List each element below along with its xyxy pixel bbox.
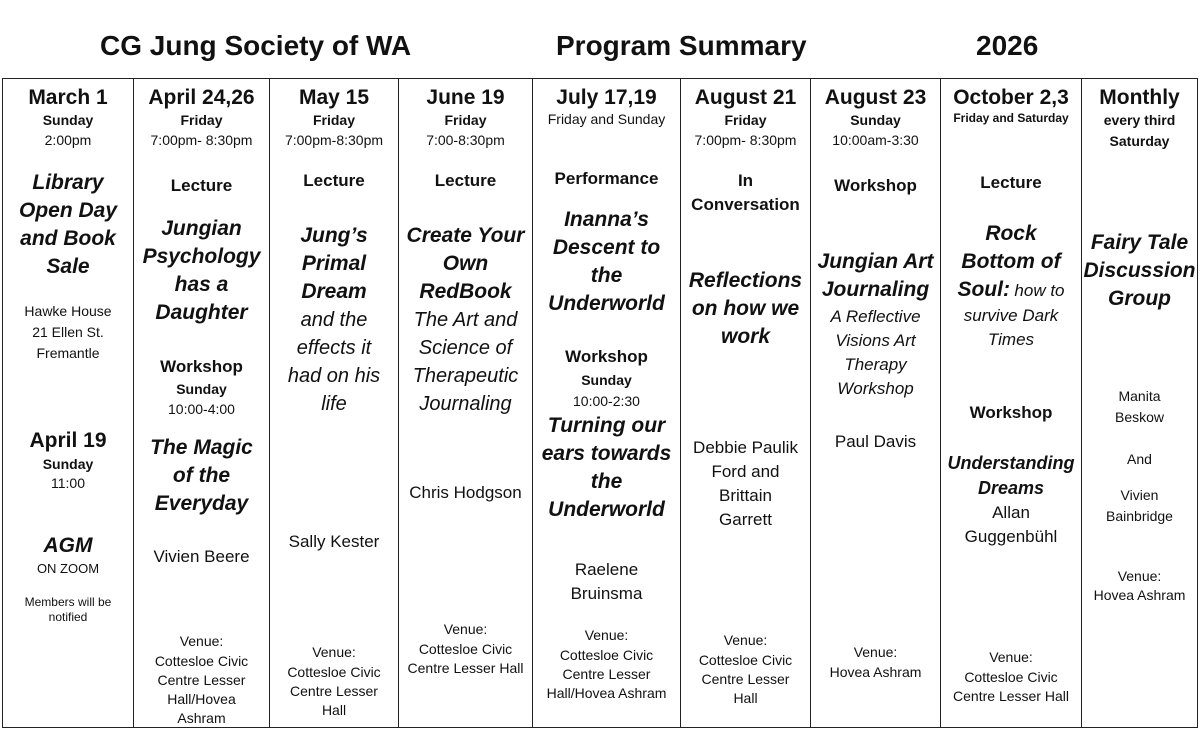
column-june-19 [399,79,533,727]
event-title-line: Create Your [406,224,525,247]
event-day: Sunday [850,112,901,128]
event-type: Performance [554,169,659,188]
event-title-2-line: The Magic [150,436,253,459]
event-date: Monthly [1099,86,1180,109]
year-title: 2026 [976,30,1039,61]
event-date: March 1 [28,86,108,109]
event-date: October 2,3 [953,86,1069,109]
event-title-line: Inanna’s [564,208,649,231]
event-date: April 24,26 [148,86,255,109]
event-venue-line: Centre Lesser [562,666,651,682]
event-presenter-2-line: Vivien [1120,487,1159,503]
column-monthly [1082,79,1197,727]
event-venue-line: Cottesloe Civic [154,653,249,669]
event-subtitle-line: effects it [296,337,372,359]
event-subtitle-line: had on his [287,365,381,387]
event-title-line: Jungian Art [817,250,934,273]
event-address-line: Hawke House [24,303,112,319]
event-address-line: Fremantle [36,345,100,361]
event-title-line: Descent to [552,236,661,259]
event-address-line: 21 Ellen St. [32,324,104,340]
event-time: 2:00pm [44,132,92,148]
event-date: July 17,19 [556,86,657,109]
event-venue-line: Cottesloe Civic [287,664,381,680]
event-day-2: Sunday [176,381,227,397]
event-subtitle-line: life [321,393,347,415]
event-subtitle-line: Therapy [844,355,907,374]
event-time: 7:00pm- 8:30pm [694,132,797,148]
event-subtitle-line: Journaling [419,393,512,415]
event-title-2: AGM [43,534,93,557]
event-type: Lecture [434,171,497,190]
event-venue-line: Hall [733,690,758,706]
event-presenter-line: Raelene [574,560,639,579]
event-day: Friday and Saturday [953,111,1069,125]
event-title-line: Daughter [155,301,248,324]
event-type: Lecture [170,176,233,195]
event-day: Friday [444,112,487,128]
event-venue-line: Hovea Ashram [1093,587,1186,603]
event-presenter-2-line: Bainbridge [1106,508,1173,524]
event-subtitle-line: Workshop [837,379,914,398]
event-venue-line: Venue: [179,633,224,649]
event-title-line: Discussion [1083,259,1196,282]
event-type: Workshop [834,176,917,195]
event-venue-line: Cottesloe Civic [698,652,793,668]
event-title: Library Open Day and Book Sale [18,171,118,278]
event-time: 7:00-8:30pm [426,132,505,148]
event-title-line: Bottom of [961,250,1061,273]
event-day: Friday and Sunday [547,111,666,127]
event-venue-line: Hall/Hovea Ashram [546,685,667,701]
event-title-2-line: the [590,470,623,493]
event-presenter: Chris Hodgson [409,483,522,502]
event-title-line: Jungian [161,217,242,240]
event-title-line: Jung’s [300,224,368,247]
event-time: 7:00pm-8:30pm [284,132,384,148]
event-title-line: Own [442,252,489,275]
column-may-15 [270,79,399,727]
event-and-text: And [1127,451,1152,467]
event-title-line: Underworld [548,292,665,315]
event-venue-line: Centre Lesser [290,683,378,699]
event-venue-line: Venue: [1117,568,1162,584]
event-title-bold-part: Soul: [957,278,1010,301]
event-title-line: Psychology [142,245,261,268]
event-presenter: Paul Davis [834,432,917,451]
event-presenter-line: Bruinsma [570,584,643,603]
column-august-23 [811,79,941,727]
event-title-line: on how we [691,297,800,320]
event-date: August 23 [824,86,927,109]
event-title-line: Journaling [821,278,930,301]
event-day-2: Sunday [42,456,94,472]
event-type-2: Workshop [969,403,1053,422]
event-title-line: has a [174,273,229,296]
event-date: May 15 [298,86,370,109]
event-members-note: notified [48,610,88,624]
event-title-line: Primal [301,252,367,275]
event-subtitle-line: A Reflective [830,307,921,326]
event-day: Friday [180,112,223,128]
event-title-2-line: ears towards [541,442,672,465]
event-title-2-line: Turning our [547,414,666,437]
event-venue-line: Hall [321,702,347,718]
event-subtitle-line: Visions Art [835,331,916,350]
event-venue-line: Centre Lesser [157,672,246,688]
event-type-line: Conversation [691,195,800,214]
event-subtitle-line: Times [987,330,1035,349]
event-date: August 21 [694,86,797,109]
column-july-17-19 [533,79,681,727]
program-summary-title: Program Summary [556,30,807,61]
event-presenter-line: Beskow [1114,409,1165,425]
event-date-2: April 19 [29,429,107,452]
event-presenter: Sally Kester [288,532,380,551]
event-time-2: 11:00 [51,475,85,491]
event-time: 10:00am-3:30 [832,132,919,148]
event-day: Friday [312,112,355,128]
event-venue-line: Cottesloe Civic [418,641,513,657]
column-april-24-26 [134,79,270,727]
society-title: CG Jung Society of WA [100,30,412,61]
event-time-2: 10:00-4:00 [168,401,235,417]
column-october-2-3 [941,79,1082,727]
event-presenter-line: Ford and [711,462,780,481]
event-title-line: the [590,264,623,287]
event-subtitle-line: Therapeutic [412,365,519,387]
event-type: Lecture [980,173,1042,192]
event-type-2: Workshop [565,347,648,366]
event-day-line: every third [1103,112,1176,128]
event-type: Lecture [303,171,365,190]
column-march-1 [3,79,134,727]
event-presenter-line: Garrett [719,510,772,529]
event-presenter-line: Manita [1118,388,1161,404]
event-presenter-line: Debbie Paulik [693,438,798,457]
event-venue-line: Centre Lesser Hall [407,660,524,676]
event-title-2-line: Underworld [548,498,665,521]
event-title-line: Dream [301,280,367,303]
event-type-line: In [737,171,754,190]
event-subtitle-line: and the [300,309,368,331]
event-type-2: Workshop [160,357,243,376]
event-subtitle-line: The Art and [413,309,518,331]
event-venue-line: Hall/Hovea [167,691,236,707]
event-presenter-line: Allan [992,503,1030,522]
program-table [2,78,1198,728]
event-title-line: Fairy Tale [1090,231,1189,254]
event-title-line: Reflections [688,269,803,292]
event-day-line: Saturday [1109,133,1170,149]
event-venue-line: Venue: [584,627,629,643]
event-title-line: work [720,325,770,348]
event-presenter: Vivien Beere [153,547,250,566]
event-title-line: Group [1108,287,1171,310]
event-title-line: Rock [985,222,1037,245]
event-title-mixed-line [941,276,1081,306]
event-venue-line: Venue: [853,644,898,660]
event-title-line: RedBook [419,280,512,303]
event-day: Sunday [42,112,94,128]
event-time-2: 10:00-2:30 [573,393,640,409]
event-time: 7:00pm- 8:30pm [150,132,253,148]
event-venue-line: Centre Lesser [701,671,790,687]
event-title-2-line: of the [172,464,231,487]
column-august-21 [681,79,811,727]
event-date: June 19 [426,86,505,109]
event-venue-line: Venue: [443,621,488,637]
event-day: Friday [724,112,767,128]
event-presenter-line: Brittain [719,486,772,505]
event-venue-line: Hovea Ashram [829,664,922,680]
event-subtitle-line: survive Dark [963,306,1059,325]
event-venue-line: Venue: [723,632,768,648]
event-members-note: Members will be [24,595,112,609]
event-venue-line: Centre Lesser Hall [953,688,1069,704]
event-note: ON ZOOM [36,561,100,576]
event-day-2: Sunday [581,372,632,388]
event-title-italic-part: how to [1014,281,1065,300]
event-venue-line: Venue: [989,649,1033,665]
event-title-2-line: Understanding [947,453,1075,473]
event-venue-line: Venue: [312,644,356,660]
event-venue-line: Cottesloe Civic [559,647,654,663]
event-presenter-line: Guggenbühl [964,527,1058,546]
event-venue-line: Cottesloe Civic [964,669,1058,685]
event-title-2-line: Dreams [977,478,1045,498]
event-venue-line: Ashram [177,710,226,726]
event-title-2-line: Everyday [154,492,249,515]
event-subtitle-line: Science of [418,337,513,359]
